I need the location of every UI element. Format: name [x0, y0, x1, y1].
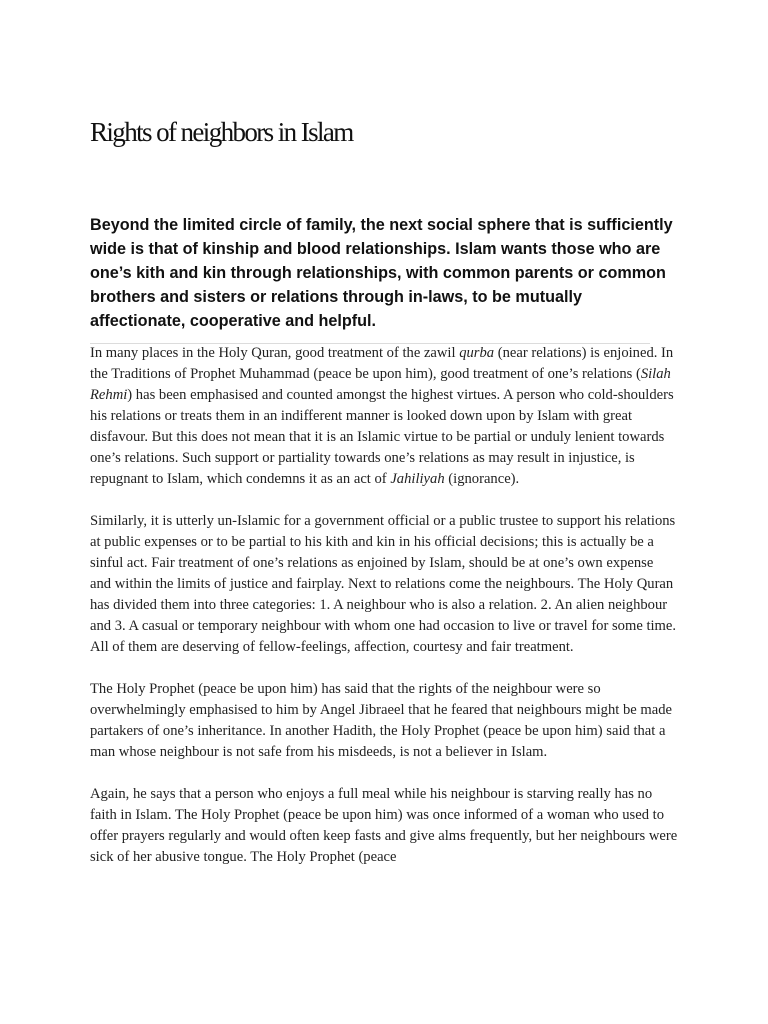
- p1-text-g: (ignorance).: [444, 471, 520, 487]
- body-paragraph-3: The Holy Prophet (peace be upon him) has said that the rights of the neighbour were so overwhelmingly emphasised to him by Angel Jibraeel that he feared that neighbours might be made partakers of one’s inheritance. In another Hadith, the Holy Prophet (peace be upon him) said that a man whose neighbour is not safe from his misdeeds, is not a believer in Islam.: [90, 681, 672, 760]
- body-paragraph-2: Similarly, it is utterly un-Islamic for a government official or a public trustee to support his relations at public expenses or to be partial to his kith and kin in his official decisions; this is actually be a sinful act. Fair treatment of one’s relations as enjoined by Islam, should be at one’s own expense and within the limits of justice and fairplay. Next to relations come the neighbours. The Holy Quran has divided them into three categories: 1. A neighbour who is also a relation. 2. An alien neighbour and 3. A casual or temporary neighbour with whom one had occasion to live or travel for some time. All of them are deserving of fellow-feelings, affection, courtesy and fair treatment.: [90, 513, 677, 655]
- p1-text-e: ) has been emphasised and counted amongst the highest virtues. A person who cold-shoulders his relations or treats them in an indifferent manner is looked down upon by Islam with great disfavour. But this does not mean that it is an Islamic virtue to be partial or unduly lenient towards one’s relations. Such support or partiality towards one’s relations as may result in injustice, is repugnant to Islam, which condemns it as an act of: [90, 387, 674, 487]
- p1-text-c: (near relations) is enjoined. In the Traditions of Prophet Muhammad (peace be upon him), good treatment of one’s relations (: [90, 345, 674, 382]
- article-lead-paragraph: Beyond the limited circle of family, the next social sphere that is sufficiently wide is that of kinship and blood relationships. Islam wants those who are one’s kith and kin through relationships, with common parents or common brothers and sisters or relations through in-laws, to be mutually affectionate, cooperative and helpful.: [90, 216, 673, 330]
- body-paragraph-1: [90, 343, 678, 490]
- p1-text-a: In many places in the Holy Quran, good treatment of the zawil: [90, 345, 460, 361]
- p1-term-jahiliyah: Jahiliyah: [390, 471, 445, 487]
- p1-term-qurba: qurba: [459, 345, 495, 361]
- article-body: [90, 343, 678, 889]
- p1-term-silah-rehmi: Silah Rehmi: [90, 366, 671, 403]
- body-paragraph-4: Again, he says that a person who enjoys a full meal while his neighbour is starving really has no faith in Islam. The Holy Prophet (peace be upon him) was once informed of a woman who used to offer prayers regularly and would often keep fasts and give alms frequently, but her neighbours were sick of her abusive tongue. The Holy Prophet (peace: [90, 786, 678, 865]
- article-title: Rights of neighbors in Islam: [90, 117, 353, 147]
